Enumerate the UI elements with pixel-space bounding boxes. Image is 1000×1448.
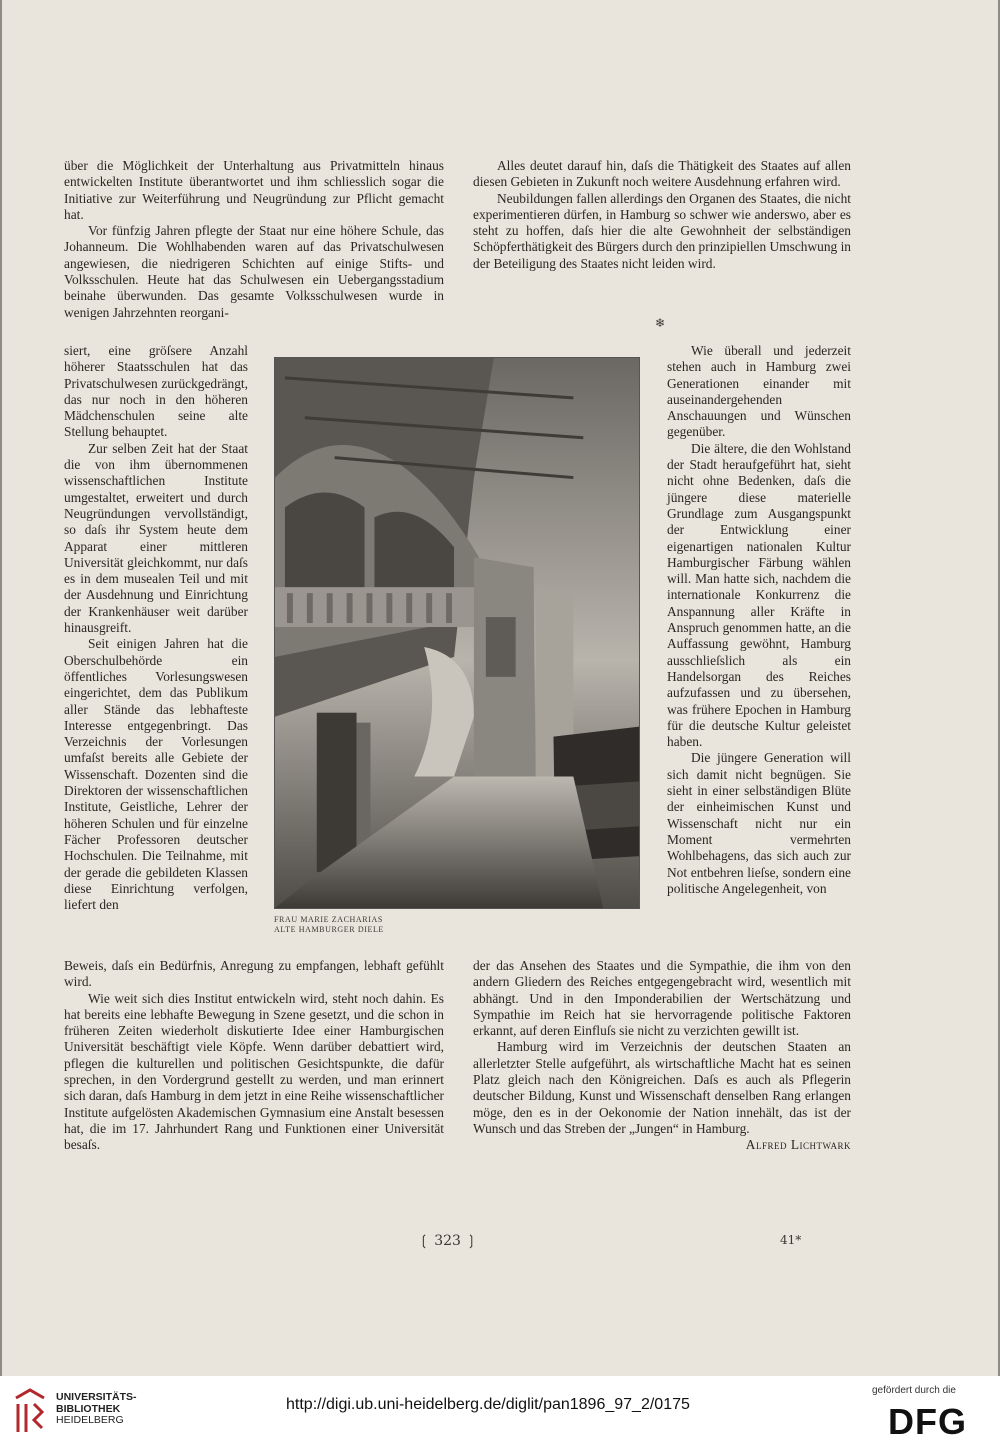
page-number-value: 323 [434, 1233, 461, 1249]
page-number [418, 1233, 477, 1249]
paragraph: Zur selben Zeit hat der Staat die von ihm übernommenen wissenschaftlichen Institute umgestaltet, erweitert und durch Neugründungen vervollständigt, so daſs ihr System heute dem Apparat einer mittleren Universität gleichkommt, nur daſs es in dem musealen Teil und mit der Ausdehnung und Einrichtung der Krankenhäuser weit darüber hinausgreift. [64, 440, 248, 636]
page-bracket-right: ❳ [465, 1233, 478, 1249]
university-library-logo-icon [10, 1388, 50, 1436]
illustration-hamburg-diele [274, 357, 640, 909]
paragraph: Alles deutet darauf hin, daſs die Thätigkeit des Staates auf allen diesen Gebieten in Zukunft noch weitere Ausdehnung erfahren wird. [473, 158, 851, 190]
paragraph: Neubildungen fallen allerdings den Organen des Staates, die nicht experimentieren dürfen, in Hamburg so schwer wie anderswo, aber es steht zu hoffen, daſs hier die alte Gewohnheit der selbständigen Schöpferthätigkeit des Bürgers durch den prinzipiellen Umschwung in der Beteiligung des Staates nicht leiden wird. [473, 190, 851, 271]
caption-title: ALTE HAMBURGER DIELE [274, 925, 384, 934]
left-column-bottom [64, 958, 444, 1154]
section-asterism: ❄ [655, 316, 666, 330]
signature-mark: 41* [780, 1233, 802, 1247]
left-column-top [64, 158, 444, 321]
author-signature [473, 1137, 851, 1153]
scanned-page [2, 0, 998, 1376]
illustration-caption [274, 915, 474, 935]
paragraph: siert, eine gröſsere Anzahl höherer Staatsschulen hat das Privatschulwesen zurückgedrängt, das nur noch in den höheren Mädchenschulen seine alte Stellung behauptet. [64, 343, 248, 440]
right-column-bottom [473, 958, 851, 1154]
paragraph: Wie überall und jederzeit stehen auch in Hamburg zwei Generationen einander mit auseinandergehenden Anschauungen und Wünschen gegenüber. [667, 343, 851, 440]
author-name: Alfred Lichtwark [745, 1137, 851, 1153]
caption-artist: FRAU MARIE ZACHARIAS [274, 915, 383, 924]
funded-by-label: gefördert durch die [872, 1385, 956, 1396]
paragraph: Vor fünfzig Jahren pflegte der Staat nur eine höhere Schule, das Johanneum. Die Wohlhabenden waren auf das Privatschulwesen angewiesen, die niedrigeren Schichten auf einige Stifts- und Volksschulen. Heute hat das Schulwesen ein Uebergangsstadium beinahe überwunden. Das gesamte Volksschulwesen wurde in wenigen Jahrzehnten reorgani- [64, 223, 444, 320]
dfg-logo: DFG [888, 1401, 967, 1442]
right-column-beside-image [667, 343, 851, 897]
university-library-name [56, 1392, 137, 1427]
paragraph: Hamburg wird im Verzeichnis der deutschen Staaten an allerletzter Stelle aufgeführt, als wirtschaftliche Macht hat es seinen Platz gleich nach den Königreichen. Daſs es auch als Pflegerin deutscher Bildung, Kunst und Wissenschaft denselben Rang erlangen möge, den es in der Oekonomie der Nation innehält, das ist der Wunsch und das Streben der „Jungen“ in Hamburg. [473, 1039, 851, 1136]
library-line-1: UNIVERSITÄTS- [56, 1391, 137, 1403]
page-bracket-left: ❲ [418, 1233, 430, 1249]
footer-bar [0, 1376, 1000, 1448]
left-column-beside-image [64, 343, 248, 913]
paragraph: über die Möglichkeit der Unterhaltung aus Privatmitteln hinaus entwickelten Institute überantwortet und ihm schliesslich sogar die Initiative zur Weiterführung und Neugründung zur Pflicht gemacht hat. [64, 158, 444, 222]
paragraph: Die ältere, die den Wohlstand der Stadt heraufgeführt hat, sieht nicht ohne Bedenken, daſs die jüngere diese materielle Grundlage zum Ausgangspunkt der Entwicklung einer eigenartigen nationalen Kultur Hamburgischer Färbung wählen will. Man hatte sich, nachdem die internationale Konkurrenz die Anspannung aller Kräfte in Anspruch genommen hatte, an die Auffassung gewöhnt, Hamburg ausschlieſslich als ein Handelsorgan des Reiches aufzufassen und zu übersehen, was frühere Epochen in Hamburg für die deutsche Kultur geleistet haben. [667, 440, 851, 750]
library-line-2: BIBLIOTHEK [56, 1402, 121, 1415]
paragraph: Wie weit sich dies Institut entwickeln wird, steht noch dahin. Es hat bereits eine lebhafte Bewegung in Szene gesetzt, und die schon in früheren Zeiten wiederholt diskutierte Idee einer Hamburgischen Universität beschäftigt viele Köpfe. Wenn darüber debattiert wird, pflegen die kulturellen und politischen Gesichtspunkte, die dafür sprechen, in den Vordergrund gestellt zu werden, und man erinnert sich daran, daſs Hamburg in dem jetzt in eine Reihe wissenschaftlicher Institute aufgelösten Akademischen Gymnasium eine Anstalt besessen hat, die im 17. Jahrhundert Rang und Funktionen einer Universität besaſs. [64, 990, 444, 1153]
illustration-drawing [275, 358, 639, 908]
right-column-top [473, 158, 851, 272]
paragraph: der das Ansehen des Staates und die Sympathie, die ihm von den andern Gliedern des Reiches entgegengebracht wird, wesentlich mit abhängt. Und in den Imponderabilien der Wertschätzung und Sympathie im Reich hat sie hervorragende politische Faktoren erkannt, auf deren Einfluſs sie nicht zu verzichten gewillt ist. [473, 958, 851, 1039]
source-url-link[interactable]: http://digi.ub.uni-heidelberg.de/diglit/pan1896_97_2/0175 [286, 1396, 690, 1413]
paragraph: Seit einigen Jahren hat die Oberschulbehörde ein öffentliches Vorlesungswesen eingerichtet, dem das Publikum aller Stände das lebhafteste Interesse entgegenbringt. Das Verzeichnis der Vorlesungen umfaſst bereits alle Gebiete der Wissenschaft. Dozenten sind die Direktoren der wissenschaftlichen Institute, Geistliche, Lehrer der höheren Schulen und für einzelne Fächer Professoren deutscher Hochschulen. Die Teilnahme, mit der gerade die gebildeten Klassen diese Einrichtung verfolgen, liefert den [64, 636, 248, 913]
library-line-3: HEIDELBERG [56, 1414, 124, 1426]
paragraph: Die jüngere Generation will sich damit nicht begnügen. Sie sieht in einer selbständigen Blüte der einheimischen Kunst und Wissenschaft nicht nur ein Moment vermehrten Wohlbehagens, das sich auch zur Not entbehren lieſse, sondern eine politische Angelegenheit, von [667, 750, 851, 896]
paragraph: Beweis, daſs ein Bedürfnis, Anregung zu empfangen, lebhaft gefühlt wird. [64, 958, 444, 990]
